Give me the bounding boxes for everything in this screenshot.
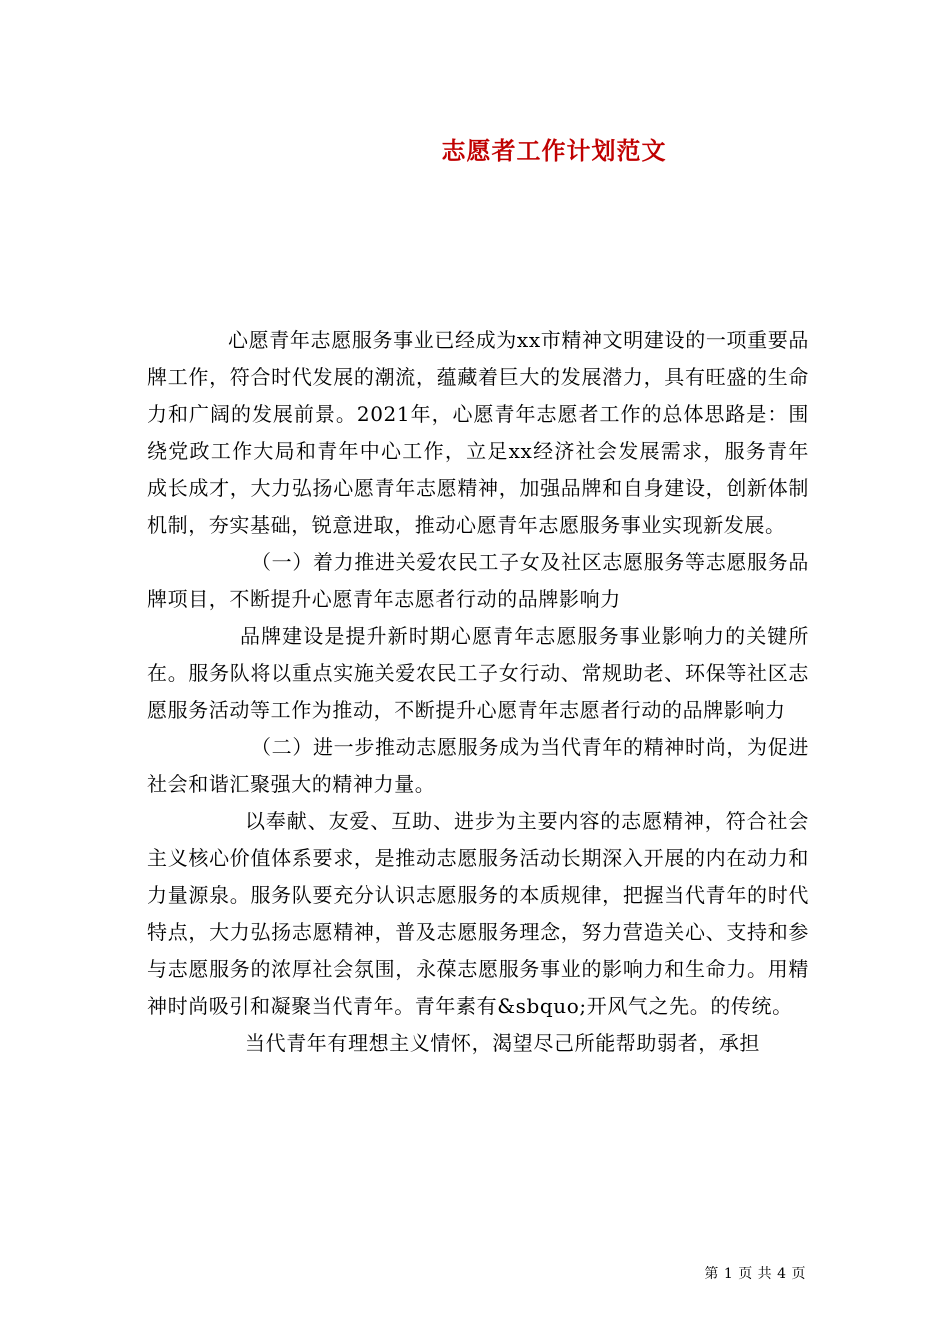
document-body	[147, 322, 809, 1062]
section-heading: （一）着力推进关爱农民工子女及社区志愿服务等志愿服务品牌项目，不断提升心愿青年志愿者行动的品牌影响力	[147, 550, 809, 611]
paragraph: 心愿青年志愿服务事业已经成为xx市精神文明建设的一项重要品牌工作，符合时代发展的潮流，蕴藏着巨大的发展潜力，具有旺盛的生命力和广阔的发展前景。2021年，心愿青年志愿者工作的总体思路是：围绕党政工作大局和青年中心工作，立足xx经济社会发展需求，服务青年成长成才，大力弘扬心愿青年志愿精神，加强品牌和自身建设，创新体制机制，夯实基础，锐意进取，推动心愿青年志愿服务事业实现新发展。	[147, 328, 809, 537]
page-number: 第 1 页 共 4 页	[704, 1266, 806, 1282]
paragraph: 以奉献、友爱、互助、进步为主要内容的志愿精神，符合社会主义核心价值体系要求，是推动志愿服务活动长期深入开展的内在动力和力量源泉。服务队要充分认识志愿服务的本质规律，把握当代青年的时代特点，大力弘扬志愿精神，普及志愿服务理念，努力营造关心、支持和参与志愿服务的浓厚社会氛围，永葆志愿服务事业的影响力和生命力。用精神时尚吸引和凝聚当代青年。青年素有&sbquo;开风气之先。的传统。	[147, 809, 809, 1018]
paragraph: 当代青年有理想主义情怀，渴望尽己所能帮助弱者，承担	[245, 1031, 760, 1055]
section-heading: （二）进一步推动志愿服务成为当代青年的精神时尚，为促进社会和谐汇聚强大的精神力量。	[147, 735, 809, 796]
paragraph: 品牌建设是提升新时期心愿青年志愿服务事业影响力的关键所在。服务队将以重点实施关爱农民工子女行动、常规助老、环保等社区志愿服务活动等工作为推动，不断提升心愿青年志愿者行动的品牌影响力	[147, 624, 809, 722]
document-title-text: 志愿者工作计划范文	[441, 136, 667, 165]
document-title	[0, 131, 950, 171]
